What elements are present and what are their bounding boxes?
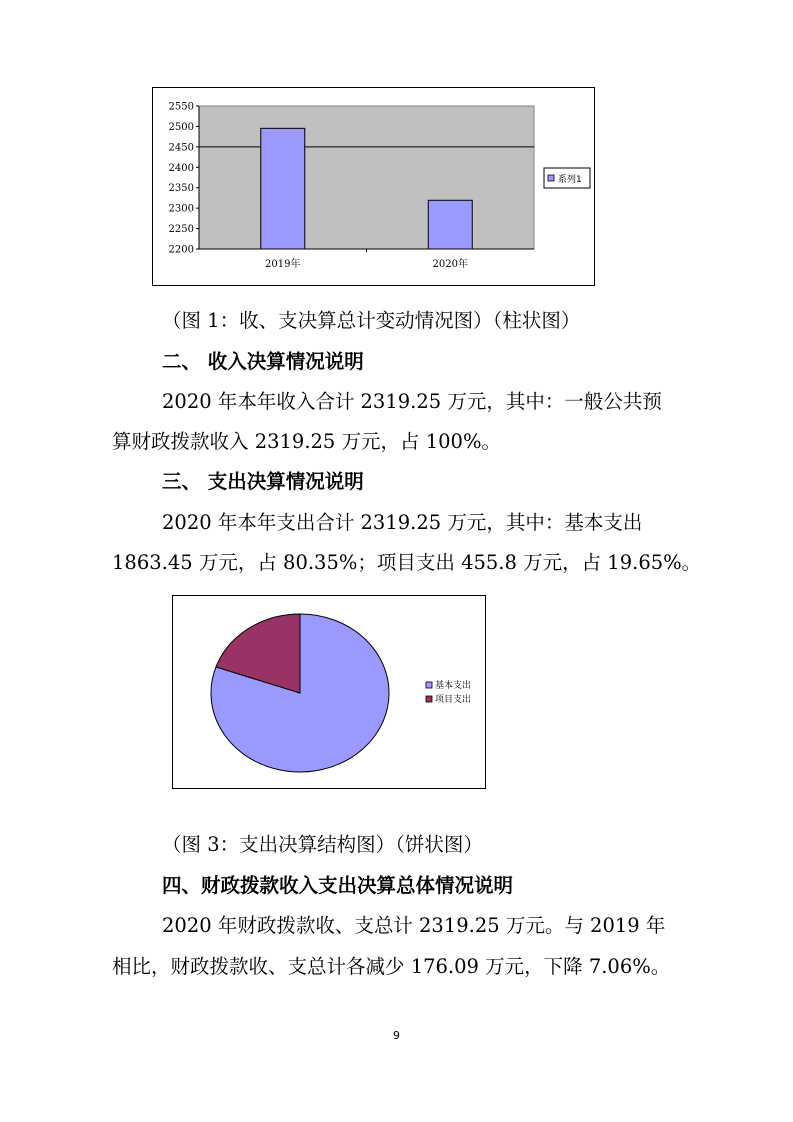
pie-chart	[172, 595, 486, 789]
section-2-paragraph-line-2: 算财政拨款收入 2319.25 万元，占 100%。	[112, 430, 501, 453]
y-tick-label: 2450	[168, 142, 194, 154]
legend-swatch	[548, 175, 554, 181]
section-3-paragraph-line-2: 1863.45 万元，占 80.35%；项目支出 455.8 万元，占 19.65%。	[112, 551, 702, 574]
section-3-paragraph-line-1: 2020 年本年支出合计 2319.25 万元，其中：基本支出	[162, 511, 643, 534]
bar-chart	[152, 87, 595, 286]
x-tick-label: 2020年	[432, 259, 468, 270]
bar	[261, 128, 305, 249]
section-4-heading: 四、财政拨款收入支出决算总体情况说明	[162, 874, 514, 897]
figure-3-caption: （图 3：支出决算结构图）（饼状图）	[162, 833, 483, 856]
plot-area	[199, 106, 534, 249]
y-tick-label: 2200	[168, 244, 194, 256]
y-tick-label: 2350	[168, 183, 194, 195]
y-tick-label: 2300	[168, 203, 194, 215]
y-tick-label: 2550	[168, 101, 194, 113]
y-tick-label: 2500	[168, 121, 194, 133]
legend-swatch	[426, 696, 432, 702]
legend-label: 基本支出	[435, 681, 472, 691]
y-tick-label: 2250	[168, 224, 194, 236]
section-4-paragraph-line-2: 相比，财政拨款收、支总计各减少 176.09 万元，下降 7.06%。	[112, 955, 671, 978]
legend-swatch	[426, 682, 432, 688]
bar-chart-svg	[153, 88, 594, 285]
section-2-heading: 二、 收入决算情况说明	[162, 350, 364, 373]
section-2-paragraph-line-1: 2020 年本年收入合计 2319.25 万元，其中：一般公共预	[162, 390, 662, 413]
figure-1-caption: （图 1：收、支决算总计变动情况图）（柱状图）	[162, 309, 581, 332]
x-tick-label: 2019年	[265, 259, 301, 270]
legend-label: 系列1	[558, 175, 582, 185]
bar	[428, 200, 472, 249]
section-3-heading: 三、 支出决算情况说明	[162, 470, 364, 493]
legend-label: 项目支出	[435, 695, 472, 705]
pie-chart-svg	[173, 596, 485, 788]
section-4-paragraph-line-1: 2020 年财政拨款收、支总计 2319.25 万元。与 2019 年	[162, 914, 666, 937]
page-number: 9	[393, 1029, 400, 1042]
y-tick-label: 2400	[168, 162, 194, 174]
